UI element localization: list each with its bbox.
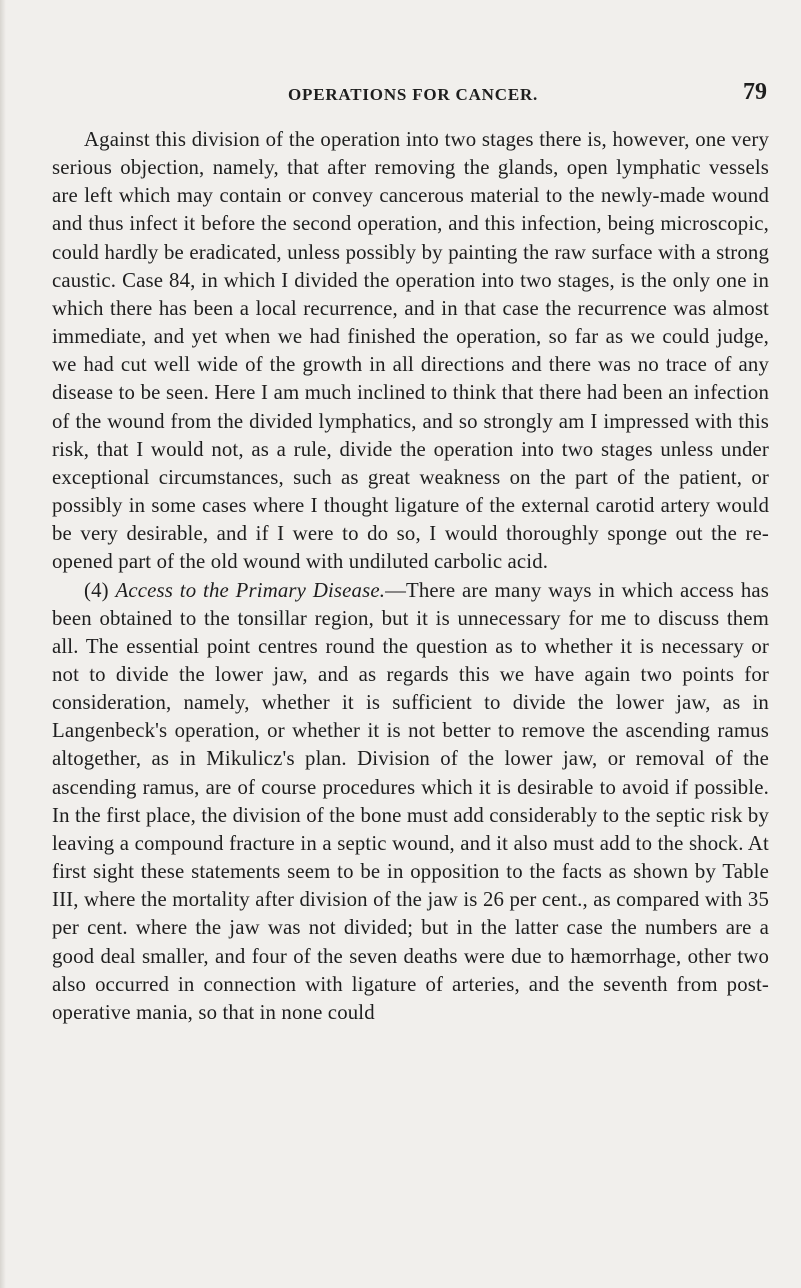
section-heading: Access to the Primary Disease.	[115, 578, 386, 602]
paragraph-text: —There are many ways in which access has been obtained to the tonsillar region, but it is unnecessary for me to discuss them all. The essential point centres round the question as to whether it is necessary or not to divide the lower jaw, and as regards this we have again two points for consideration, namely, whether it is sufficient to divide the lower jaw, as in Langenbeck's operation, or whether it is not better to remove the ascending ramus altogether, as in Mikulicz's plan. Division of the lower jaw, or removal of the ascending ramus, are of course procedures which it is desirable to avoid if possible. In the first place, the division of the bone must add considerably to the septic risk by leaving a compound fracture in a septic wound, and it also must add to the shock. At first sight these statements seem to be in opposition to the facts as shown by Table III, where the mortality after division of the jaw is 26 per cent., as compared with 35 per cent. where the jaw was not divided; but in the latter case the numbers are a good deal smaller, and four of the seven deaths were due to hæmorrhage, other two also occurred in connection with ligature of arteries, and the seventh from post-operative mania, so that in none could	[52, 578, 769, 1024]
paragraph-access-primary-disease	[52, 577, 769, 1028]
paragraph-text: Against this division of the operation into two stages there is, however, one very serious objection, namely, that after removing the glands, open lymphatic vessels are left which may contain or convey cancerous material to the newly-made wound and thus infect it before the second operation, and this infection, being microscopic, could hardly be eradicated, unless possibly by painting the raw surface with a strong caustic. Case 84, in which I divided the operation into two stages, is the only one in which there has been a local recurrence, and in that case the recurrence was almost immediate, and yet when we had finished the operation, so far as we could judge, we had cut well wide of the growth in all directions and there was no trace of any disease to be seen. Here I am much inclined to think that there had been an infection of the wound from the divided lymphatics, and so strongly am I impressed with this risk, that I would not, as a rule, divide the operation into two stages unless under exceptional circumstances, such as great weakness on the part of the patient, or possibly in some cases where I thought ligature of the external carotid artery would be very desirable, and if I were to do so, I would thoroughly sponge out the re-opened part of the old wound with undiluted carbolic acid.	[52, 128, 769, 574]
running-head	[52, 0, 771, 126]
page-edge-shadow	[0, 0, 6, 1288]
section-number: (4)	[84, 578, 116, 602]
body-text	[52, 126, 769, 1027]
page-number: 79	[743, 79, 767, 105]
running-title: OPERATIONS FOR CANCER.	[288, 85, 539, 104]
paragraph-stages-objection	[52, 126, 769, 577]
